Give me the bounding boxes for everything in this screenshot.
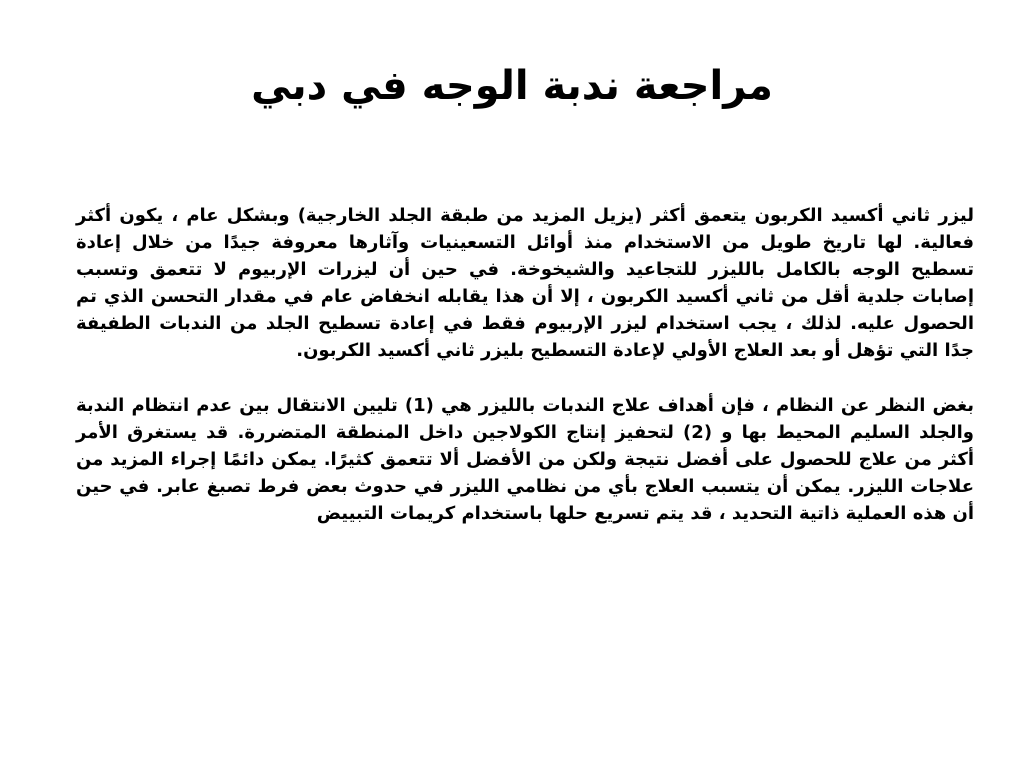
slide-body [76, 202, 974, 527]
paragraph-laser-comparison: ليزر ثاني أكسيد الكربون يتعمق أكثر (يزيل المزيد من طبقة الجلد الخارجية) وبشكل عام ، يكون أكثر فعالية. لها تاريخ طويل من الاستخدام منذ أوائل التسعينيات وآثارها معروفة جيدًا من خلال إعادة تسطيح الوجه بالكامل بالليزر للتجاعيد والشيخوخة. في حين أن ليزرات الإربيوم لا تتعمق وتسبب إصابات جلدية أقل من ثاني أكسيد الكربون ، إلا أن هذا يقابله انخفاض عام في مقدار التحسن الذي تم الحصول عليه. لذلك ، يجب استخدام ليزر الإربيوم فقط في إعادة تسطيح الجلد من الندبات الطفيفة جدًا التي تؤهل أو بعد العلاج الأولي لإعادة التسطيح بليزر ثاني أكسيد الكربون. [76, 205, 974, 361]
slide-title: مراجعة ندبة الوجه في دبي [251, 63, 773, 109]
paragraph-laser-treatment-goals: بغض النظر عن النظام ، فإن أهداف علاج الندبات بالليزر هي (1) تليين الانتقال بين عدم انتظام الندبة والجلد السليم المحيط بها و (2) لتحفيز إنتاج الكولاجين داخل المنطقة المتضررة. قد يستغرق الأمر أكثر من علاج للحصول على أفضل نتيجة ولكن من الأفضل ألا تتعمق كثيرًا. يمكن دائمًا إجراء المزيد من علاجات الليزر. يمكن أن يتسبب العلاج بأي من نظامي الليزر في حدوث بعض فرط تصبغ عابر. في حين أن هذه العملية ذاتية التحديد ، قد يتم تسريع حلها باستخدام كريمات التبييض [76, 395, 974, 524]
